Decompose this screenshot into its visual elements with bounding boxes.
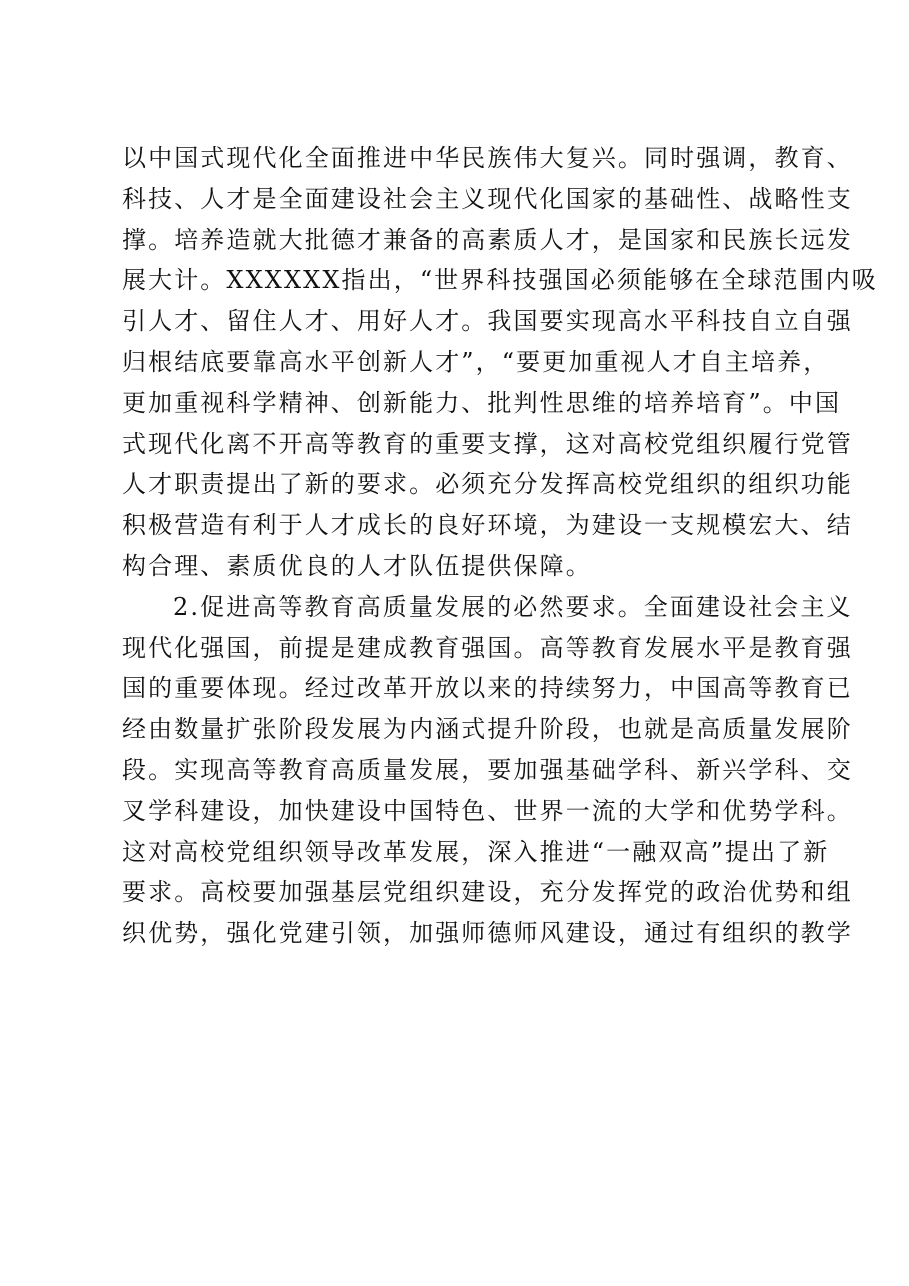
paragraph-1 bbox=[122, 138, 878, 587]
paragraph-2 bbox=[122, 587, 853, 954]
body-text bbox=[122, 138, 878, 954]
text-line: 要求。高校要加强基层党组织建设，充分发挥党的政治优势和组 bbox=[122, 878, 853, 907]
text-line: 国的重要体现。经过改革开放以来的持续努力，中国高等教育已 bbox=[122, 674, 853, 703]
text-line: 以中国式现代化全面推进中华民族伟大复兴。同时强调，教育、 bbox=[122, 144, 853, 172]
text-line: 更加重视科学精神、创新能力、批判性思维的培养培育”。中国 bbox=[122, 388, 842, 417]
text-line: 人才职责提出了新的要求。必须充分发挥高校党组织的组织功能 bbox=[122, 470, 853, 499]
text-line: 撑。培养造就大批德才兼备的高素质人才，是国家和民族长远发 bbox=[122, 225, 853, 254]
text-line: 现代化强国，前提是建成教育强国。高等教育发展水平是教育强 bbox=[122, 633, 853, 662]
text-line: 式现代化离不开高等教育的重要支撑，这对高校党组织履行党管 bbox=[122, 429, 853, 458]
text-line: 展大计。XXXXXX指出，“世界科技强国必须能够在全球范围内吸 bbox=[122, 266, 878, 295]
text-line: 科技、人才是全面建设社会主义现代化国家的基础性、战略性支 bbox=[122, 184, 853, 213]
text-line: 归根结底要靠高水平创新人才”，“要更加重视人才自主培养， bbox=[122, 347, 830, 376]
text-line: 经由数量扩张阶段发展为内涵式提升阶段，也就是高质量发展阶 bbox=[122, 715, 853, 744]
text-line: 引人才、留住人才、用好人才。我国要实现高水平科技自立自强 bbox=[122, 307, 853, 336]
text-line: 叉学科建设，加快建设中国特色、世界一流的大学和优势学科。 bbox=[122, 796, 853, 825]
text-line: 织优势，强化党建引领，加强师德师风建设，通过有组织的教学 bbox=[122, 919, 853, 948]
text-line: 构合理、素质优良的人才队伍提供保障。 bbox=[122, 551, 592, 580]
text-line: 积极营造有利于人才成长的良好环境，为建设一支规模宏大、结 bbox=[122, 511, 853, 540]
text-line: 段。实现高等教育高质量发展，要加强基础学科、新兴学科、交 bbox=[122, 755, 853, 784]
text-line: 这对高校党组织领导改革发展，深入推进“一融双高”提出了新 bbox=[122, 837, 830, 866]
text-line: 2.促进高等教育高质量发展的必然要求。全面建设社会主义 bbox=[173, 592, 853, 621]
